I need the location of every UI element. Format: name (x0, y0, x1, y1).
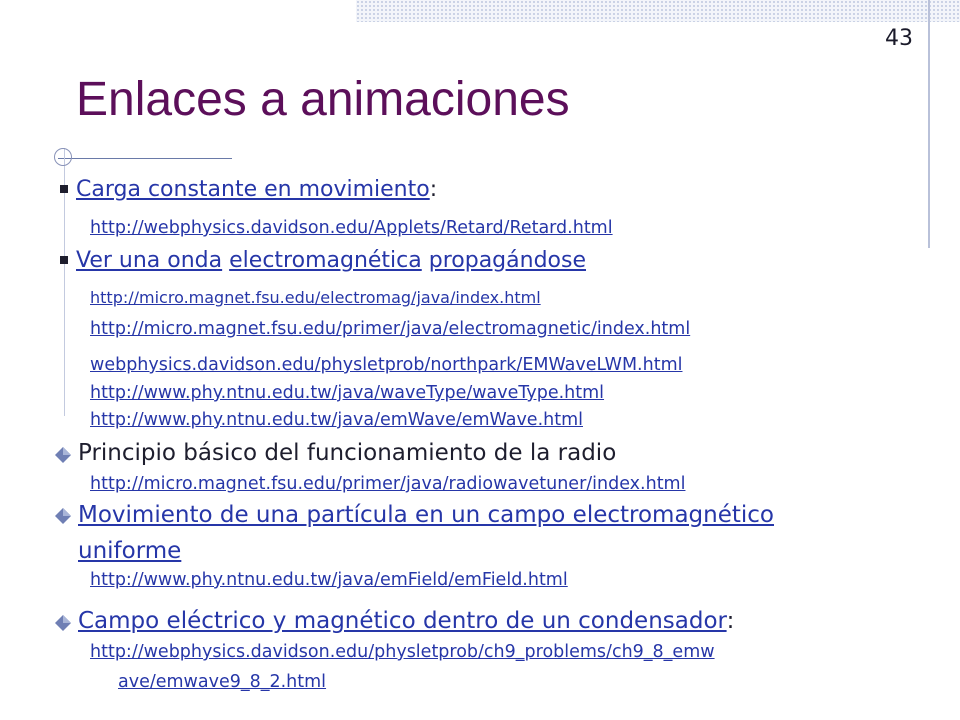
title-underline-rule (58, 158, 232, 159)
bullet-campo (78, 608, 734, 634)
bullet-carga (76, 177, 437, 202)
slide-title: Enlaces a animaciones (76, 73, 570, 126)
link-movimiento-particula[interactable]: Movimiento de una partícula en un campo electromagnético (78, 502, 774, 528)
url-onda-2[interactable]: http://micro.magnet.fsu.edu/primer/java/electromagnetic/index.html (90, 319, 691, 339)
diamond-bullet-icon (54, 446, 72, 464)
link-ver-una-onda[interactable]: Ver una onda (76, 248, 223, 273)
link-carga-constante[interactable]: Carga constante en movimiento (76, 177, 430, 202)
link-propagandose[interactable]: propagándose (428, 248, 586, 273)
square-bullet-icon (60, 185, 68, 193)
rule-circle-ornament (54, 148, 72, 166)
bullet-onda (76, 248, 586, 273)
url-campo-cont[interactable]: ave/emwave9_8_2.html (118, 672, 327, 692)
url-onda-4[interactable]: http://www.phy.ntnu.edu.tw/java/waveType/waveType.html (90, 383, 605, 403)
url-onda-1[interactable]: http://micro.magnet.fsu.edu/electromag/java/index.html (90, 288, 541, 307)
diamond-bullet-icon (54, 614, 72, 632)
url-campo[interactable]: http://webphysics.davidson.edu/physletprob/ch9_problems/ch9_8_emw (90, 642, 715, 662)
text-principio-radio: Principio básico del funcionamiento de la radio (78, 440, 617, 466)
url-onda-5[interactable]: http://www.phy.ntnu.edu.tw/java/emWave/emWave.html (90, 410, 583, 430)
bullet-suffix: : (726, 608, 735, 634)
header-hatch-pattern (356, 0, 960, 22)
url-radio[interactable]: http://micro.magnet.fsu.edu/primer/java/radiowavetuner/index.html (90, 474, 686, 494)
link-movimiento-particula-cont[interactable]: uniforme (78, 538, 182, 564)
right-vertical-rule (928, 0, 930, 248)
bullet-suffix: : (429, 177, 438, 202)
url-carga[interactable]: http://webphysics.davidson.edu/Applets/Retard/Retard.html (90, 218, 613, 238)
url-onda-3[interactable]: webphysics.davidson.edu/physletprob/northpark/EMWaveLWM.html (90, 355, 683, 375)
link-electromagnetica[interactable]: electromagnética (229, 248, 422, 273)
diamond-bullet-icon (54, 507, 72, 525)
page-number: 43 (885, 26, 913, 51)
link-campo-condensador[interactable]: Campo eléctrico y magnético dentro de un condensador (78, 608, 727, 634)
square-bullet-icon (60, 256, 68, 264)
url-particula[interactable]: http://www.phy.ntnu.edu.tw/java/emField/emField.html (90, 570, 568, 590)
